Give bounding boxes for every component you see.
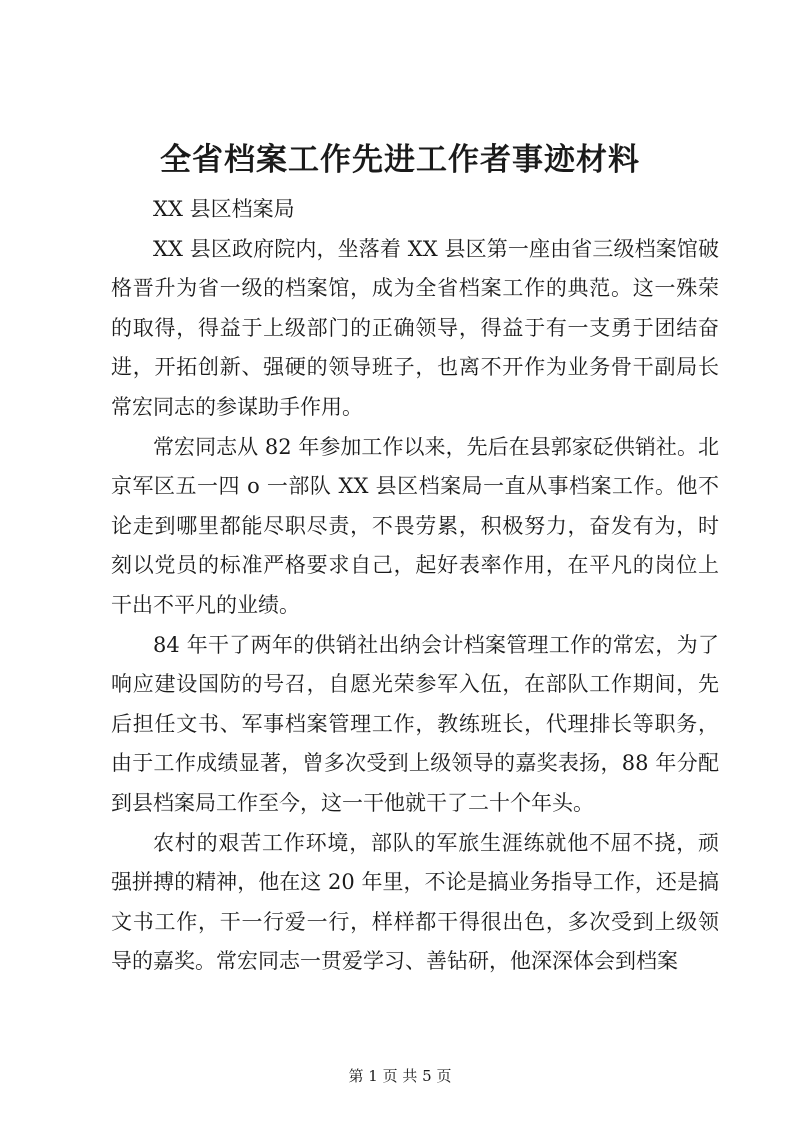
paragraph-4: 农村的艰苦工作环境，部队的军旅生涯练就他不屈不挠，顽强拼搏的精神，他在这 20 年里，不论是搞业务指导工作，还是搞文书工作，干一行爱一行，样样都干得很出色，多次受到上级领导的嘉奖。常宏同志一贯爱学习、善钻研，他深深体会到档案 bbox=[111, 830, 719, 974]
document-title: 全省档案工作先进工作者事迹材料 bbox=[160, 142, 640, 178]
paragraph-2: 常宏同志从 82 年参加工作以来，先后在县郭家砭供销社。北京军区五一四 o 一部队 XX 县区档案局一直从事档案工作。他不论走到哪里都能尽职尽责，不畏劳累，积极努力，奋发有为，时刻以党员的标准严格要求自己，起好表率作用，在平凡的岗位上干出不平凡的业绩。 bbox=[111, 434, 719, 617]
paragraph-3: 84 年干了两年的供销社出纳会计档案管理工作的常宏，为了响应建设国防的号召，自愿光荣参军入伍，在部队工作期间，先后担任文书、军事档案管理工作，教练班长，代理排长等职务，由于工作成绩显著，曾多次受到上级领导的嘉奖表扬，88 年分配到县档案局工作至今，这一干他就干了二十个年头。 bbox=[111, 632, 719, 815]
paragraph-1: XX 县区政府院内，坐落着 XX 县区第一座由省三级档案馆破格晋升为省一级的档案馆，成为全省档案工作的典范。这一殊荣的取得，得益于上级部门的正确领导，得益于有一支勇于团结奋进，开拓创新、强硬的领导班子，也离不开作为业务骨干副局长常宏同志的参谋助手作用。 bbox=[111, 236, 719, 419]
organization-line: XX 县区档案局 bbox=[153, 197, 295, 221]
page-number-footer: 第 1 页 共 5 页 bbox=[348, 1067, 452, 1085]
document-body bbox=[111, 190, 719, 982]
